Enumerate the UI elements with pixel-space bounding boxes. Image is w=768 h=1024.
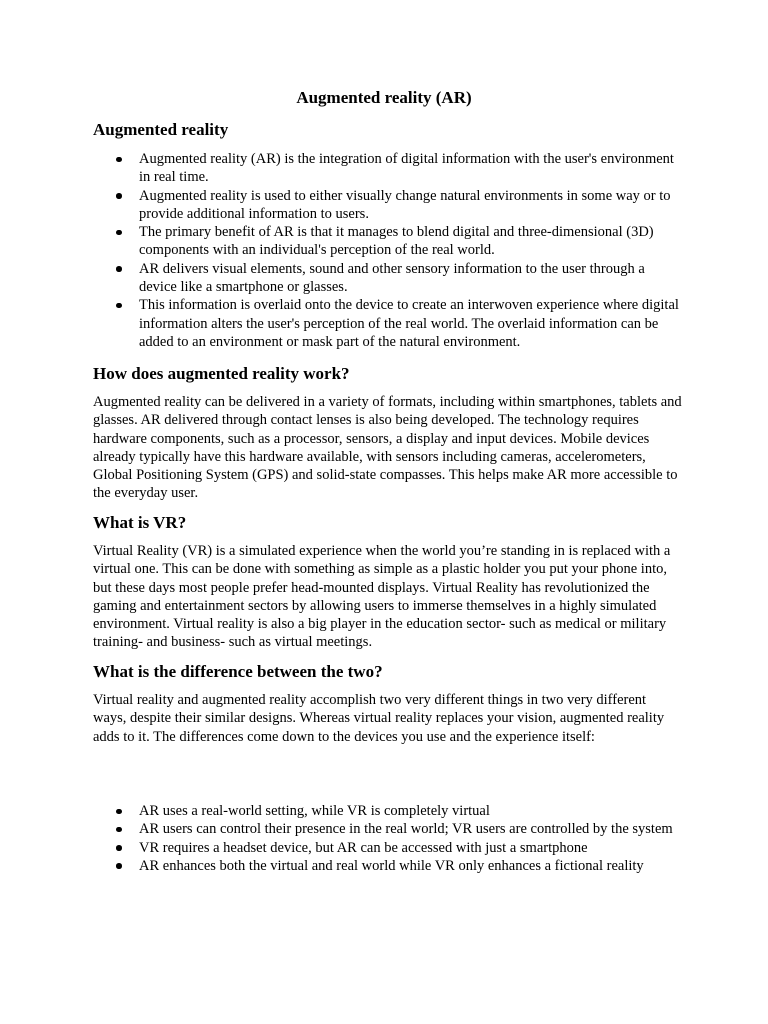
list-item <box>93 839 683 857</box>
list-item-text: AR enhances both the virtual and real world while VR only enhances a fictional reality <box>139 857 644 874</box>
bullet-icon <box>116 193 122 199</box>
bullet-icon <box>116 266 122 272</box>
list-item-text: The primary benefit of AR is that it manages to blend digital and three-dimensional (3D) components with an individual's perception of the real world. <box>139 224 654 259</box>
how-ar-works-paragraph: Augmented reality can be delivered in a variety of formats, including within smartphones, tablets and glasses. AR delivered through contact lenses is also being developed. The technology requires hardware components, such as a processor, sensors, a display and input devices. Mobile devices already typically have this hardware available, with sensors including cameras, accelerometers, Global Positioning System (GPS) and solid-state compasses. This helps make AR more accessible to the everyday user. <box>93 394 682 502</box>
bullet-icon <box>116 157 122 163</box>
section-heading-augmented-reality: Augmented reality <box>93 120 229 139</box>
page-title: Augmented reality (AR) <box>296 88 472 107</box>
list-item <box>93 260 683 297</box>
section-heading-how-ar-works: How does augmented reality work? <box>93 364 350 383</box>
list-item <box>93 802 683 820</box>
list-item <box>93 223 683 260</box>
bullet-icon <box>116 303 122 309</box>
bullet-icon <box>116 230 122 236</box>
list-item-text: Augmented reality (AR) is the integration of digital information with the user's environment in real time. <box>139 151 674 186</box>
list-item <box>93 820 683 838</box>
list-item-text: AR users can control their presence in the real world; VR users are controlled by the system <box>139 821 673 838</box>
list-item-text: Augmented reality is used to either visually change natural environments in some way or to provide additional information to users. <box>139 187 671 222</box>
list-item-text: VR requires a headset device, but AR can be accessed with just a smartphone <box>139 839 588 856</box>
bullet-icon <box>116 809 122 815</box>
section-heading-difference: What is the difference between the two? <box>93 662 383 681</box>
bullet-icon <box>116 827 122 833</box>
list-item <box>93 187 683 224</box>
ar-bullet-list <box>93 150 683 351</box>
list-item <box>93 857 683 875</box>
list-item-text: This information is overlaid onto the device to create an interwoven experience where digital information alters the user's perception of the real world. The overlaid information can be added to an environment or mask part of the natural environment. <box>139 297 679 350</box>
difference-bullet-list <box>93 802 683 875</box>
list-item <box>93 150 683 187</box>
bullet-icon <box>116 845 122 851</box>
list-item-text: AR delivers visual elements, sound and other sensory information to the user through a device like a smartphone or glasses. <box>139 260 645 296</box>
bullet-icon <box>116 863 122 869</box>
what-is-vr-paragraph: Virtual Reality (VR) is a simulated experience when the world you’re standing in is replaced with a virtual one. This can be done with something as simple as a plastic holder you put your phone into, but these days most people prefer head-mounted displays. Virtual Reality has revolutionized the gaming and entertainment sectors by allowing users to immerse themselves in a highly simulated environment. Virtual reality is also a big player in the education sector- such as medical or military training- and business- such as virtual meetings. <box>93 543 671 651</box>
list-item-text: AR uses a real-world setting, while VR is completely virtual <box>139 803 490 819</box>
section-heading-what-is-vr: What is VR? <box>93 513 187 532</box>
list-item <box>93 296 683 351</box>
difference-paragraph: Virtual reality and augmented reality accomplish two very different things in two very different ways, despite their similar designs. Whereas virtual reality replaces your vision, augmented reality adds to it. The differences come down to the devices you use and the experience itself: <box>93 692 665 745</box>
